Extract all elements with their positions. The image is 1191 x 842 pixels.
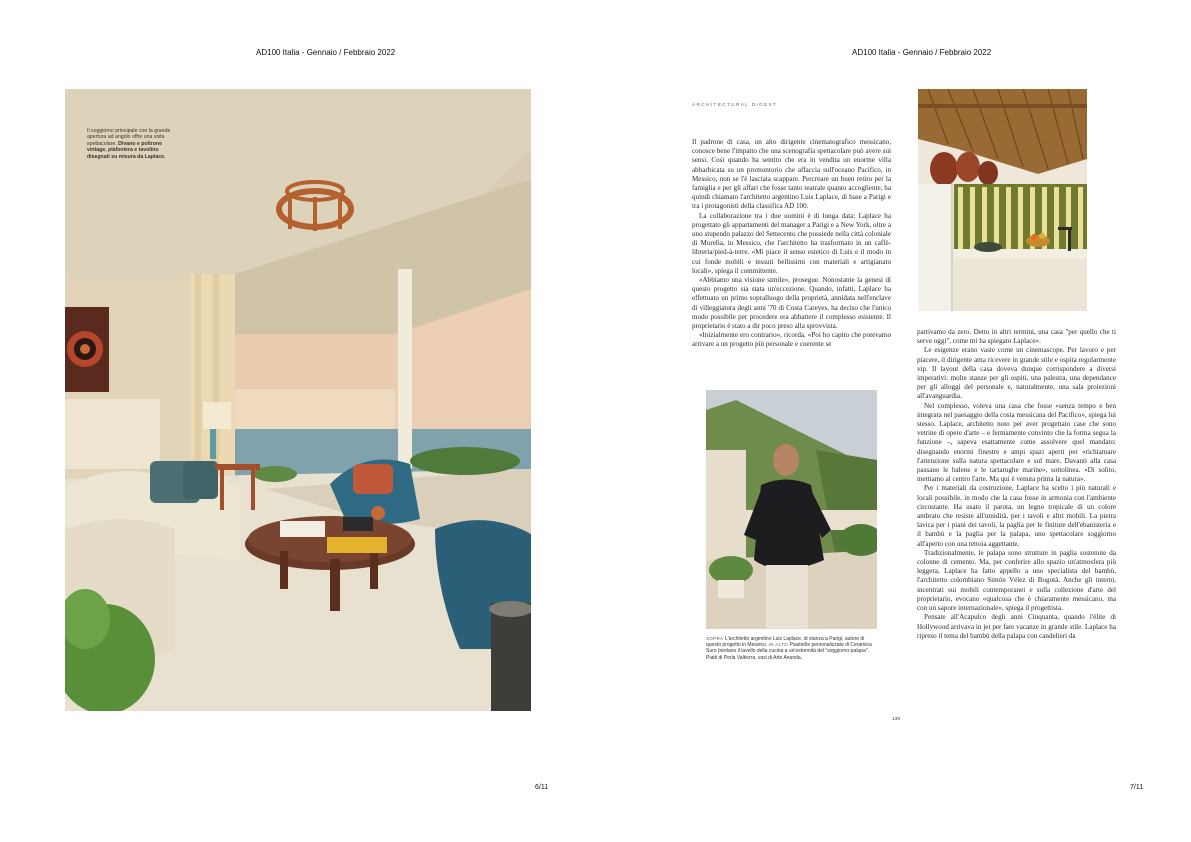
article-column-1 — [692, 138, 891, 350]
caption-kitchen-text: Piastrelle personalizzate di Ceramica Suro bordano il lavello della cucina a un'estremità del "soggiorno-palapa". Piatti di Perla Valtierra, vasi di Arte Ananda. — [706, 642, 872, 661]
article-paragraph: Tradizionalmente, le palapa sono strutture in paglia sostenute da colonne di cemento. Ma, per conferire allo spazio un'atmosfera più leggera, Laplace ha fatto appello a uno specialista del bambù, l'architetto colombiano Simón Vélez di Bogotà. Anche gli interni, incentrati sui mobili contemporanei e sulla collezione d'arte del proprietario, evocano «qualcosa che è chiaramente messicano, ma con un sapore internazionale», spiega il progettista. — [917, 548, 1116, 613]
magazine-folio: 139 — [892, 717, 901, 722]
architect-portrait-photo — [706, 390, 877, 629]
page-number-left: 6/11 — [535, 784, 549, 791]
page-header-left: AD100 Italia - Gennaio / Febbraio 2022 — [256, 48, 396, 57]
living-room-photo — [65, 89, 531, 711]
article-paragraph: Pensate all'Acapulco degli anni Cinquanta, quando l'élite di Hollywood arrivava in jet per fare vacanze in grande stile. Laplace ha ripreso il tema del bambù della palapa con candelieri da — [917, 613, 1116, 640]
article-paragraph: Per i materiali da costruzione, Laplace ha scelto i più naturali e locali possibile, in modo che la casa fosse in armonia con l'ambiente circostante. Ha usato il parota, un legno tropicale di un colore ambrato che resiste all'umidità, per i tavoli e altri mobili. La pietra lavica per i piani dei tavoli, la paglia per le finiture dell'ebanisteria e il bambù e la paglia per la palapa, uno spettacolare soggiorno all'aperto con una tettoia aggettante. — [917, 484, 1116, 548]
kitchen-photo — [918, 89, 1087, 311]
page-header-right: AD100 Italia - Gennaio / Febbraio 2022 — [852, 48, 992, 57]
page-number-right: 7/11 — [1130, 784, 1144, 791]
article-paragraph: La collaborazione tra i due uomini è di lunga data: Laplace ha progettato gli appartamenti del manager a Parigi e a New York, oltre a uno stupendo palazzo del Settecento che possiede nella città coloniale di Morelia, in Messico, che l'architetto ha trasformato in un caffè-libreria/pied-à-terre. «Mi piace il senso estetico di Luis e il modo in cui fonde mobili e tessuti bellissimi con materiali e artigianato locali», spiega il committente. — [692, 211, 891, 275]
caption-label-in-alto: IN ALTO — [768, 642, 789, 648]
article-paragraph: «Abbiamo una visione simile», prosegue. Nonostante la genesi di questo progetto sia stata un'eccezione. Quando, infatti, Laplace ha effettuato un primo sopralluogo della proprietà, annidata nell'enclave di villeggiatura degli anni '70 di Costa Careyes, ha deciso che l'unico modo possibile per procedere era abbattere il complesso esistente. Il proprietario è stato a dir poco preso alla sprovvista. — [692, 276, 891, 331]
article-paragraph: Nel complesso, voleva una casa che fosse «senza tempo e ben integrata nel paesaggio della costa messicana del Pacifico», spiega lui stesso. Laplace, architetto noto per aver progettato case che sono vetrine di opere d'arte – e fermamente convinto che la forma segua la funzione –, sapeva esattamente come assolvere quel mandato: disegnando enormi finestre e ampi spazi aperti per «richiamare l'attenzione sulla natura spettacolare e sul mare. Davanti alla casa passano le balene e le tartarughe marine», sottolinea. «Di solito, mettiamo al centro l'arte. Ma qui è venuta prima la natura». — [917, 401, 1116, 484]
caption-label-sopra: SOPRA — [706, 636, 724, 641]
living-room-caption — [87, 128, 179, 160]
article-paragraph: Il padrone di casa, un alto dirigente cinematografico messicano, conosce bene l'impatto che una scenografia spettacolare può avere sui sensi. Così quando ha sentito che era in vendita un enorme villa abbarbicata su un promontorio che affaccia sull'oceano Pacifico, in Messico, non se l'è lasciata scappare. Percreare un buen retiro per la famiglia e per gli affari che fosse tanto teatrale quanto accogliente, ha quindi chiamato l'architetto argentino Luis Laplace, di base a Parigi e tra i protagonisti della classifica AD 100. — [692, 138, 891, 211]
article-column-2 — [917, 328, 1116, 641]
article-paragraph: «Inizialmente ero contrario», ricorda. «Poi ho capito che potevamo arrivare a un progetto più personale e coerente se — [692, 331, 891, 349]
caption-detail: Divano e poltrone vintage, plafoniera e tavolino disegnati su misura da Laplace. — [87, 140, 166, 160]
article-paragraph: partivamo da zero. Detto in altri termini, una casa "per quello che ti serve oggi", come mi ha spiegato Laplace». — [917, 328, 1116, 346]
portrait-caption — [706, 636, 877, 661]
magazine-name: ARCHITECTURAL DIGEST — [692, 103, 778, 108]
caption-portrait-text: L'architetto argentino Luis Laplace, di stanza a Parigi, autore di questo progetto in Messico. — [706, 636, 865, 649]
caption-intro: Il soggiorno principale con la grande apertura ad angolo offre una vista spettacolare. — [87, 128, 171, 147]
article-paragraph: Le esigenze erano vaste come un cinemascope. Per lavoro e per piacere, il dirigente ama ricevere in grande stile e ospita regolarmente vip. Il layout della casa doveva dunque corrispondere a diversi imperativi: molte stanze per gli ospiti, una palestra, una dependance per gli alloggi del personale e, naturalmente, una sala proiezioni all'avanguardia. — [917, 346, 1116, 401]
